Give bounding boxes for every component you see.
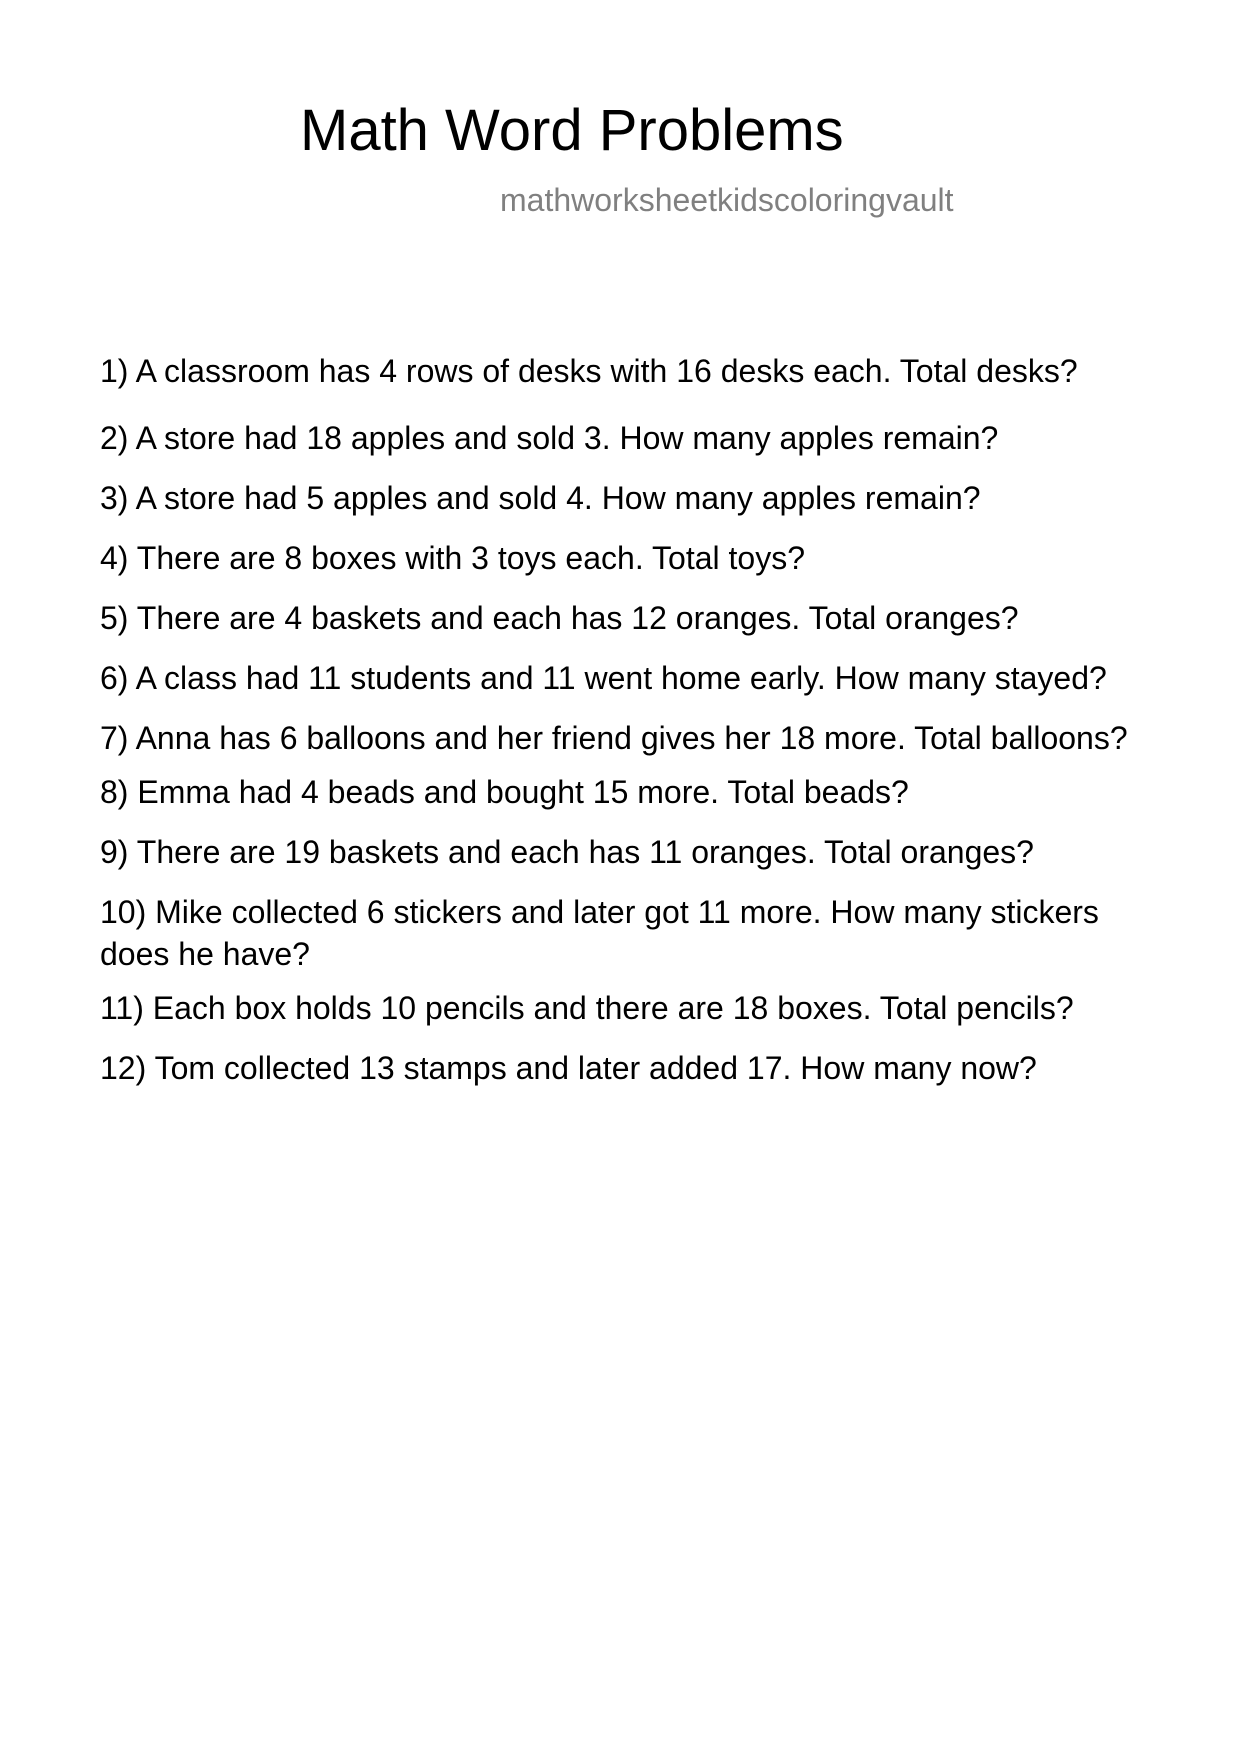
problem-item-9: 9) There are 19 baskets and each has 11 oranges. Total oranges? <box>100 834 1034 870</box>
problem-item-3: 3) A store had 5 apples and sold 4. How many apples remain? <box>100 480 981 516</box>
problem-item-5: 5) There are 4 baskets and each has 12 oranges. Total oranges? <box>100 600 1019 636</box>
problem-item-12: 12) Tom collected 13 stamps and later added 17. How many now? <box>100 1050 1037 1086</box>
problem-item-2: 2) A store had 18 apples and sold 3. How many apples remain? <box>100 420 999 456</box>
page-title: Math Word Problems <box>300 98 844 163</box>
problem-item-4: 4) There are 8 boxes with 3 toys each. Total toys? <box>100 540 805 576</box>
problem-item-10: 10) Mike collected 6 stickers and later got 11 more. How many stickers does he have? <box>100 894 1099 972</box>
page-subtitle: mathworksheetkidscoloringvault <box>500 182 954 218</box>
problem-item-8: 8) Emma had 4 beads and bought 15 more. Total beads? <box>100 774 909 810</box>
problem-item-11: 11) Each box holds 10 pencils and there are 18 boxes. Total pencils? <box>100 990 1074 1026</box>
problem-item-1: 1) A classroom has 4 rows of desks with 16 desks each. Total desks? <box>100 353 1078 389</box>
problem-item-6: 6) A class had 11 students and 11 went home early. How many stayed? <box>100 660 1107 696</box>
problem-list <box>100 350 1140 1114</box>
problem-item-7: 7) Anna has 6 balloons and her friend gives her 18 more. Total balloons? <box>100 720 1128 756</box>
